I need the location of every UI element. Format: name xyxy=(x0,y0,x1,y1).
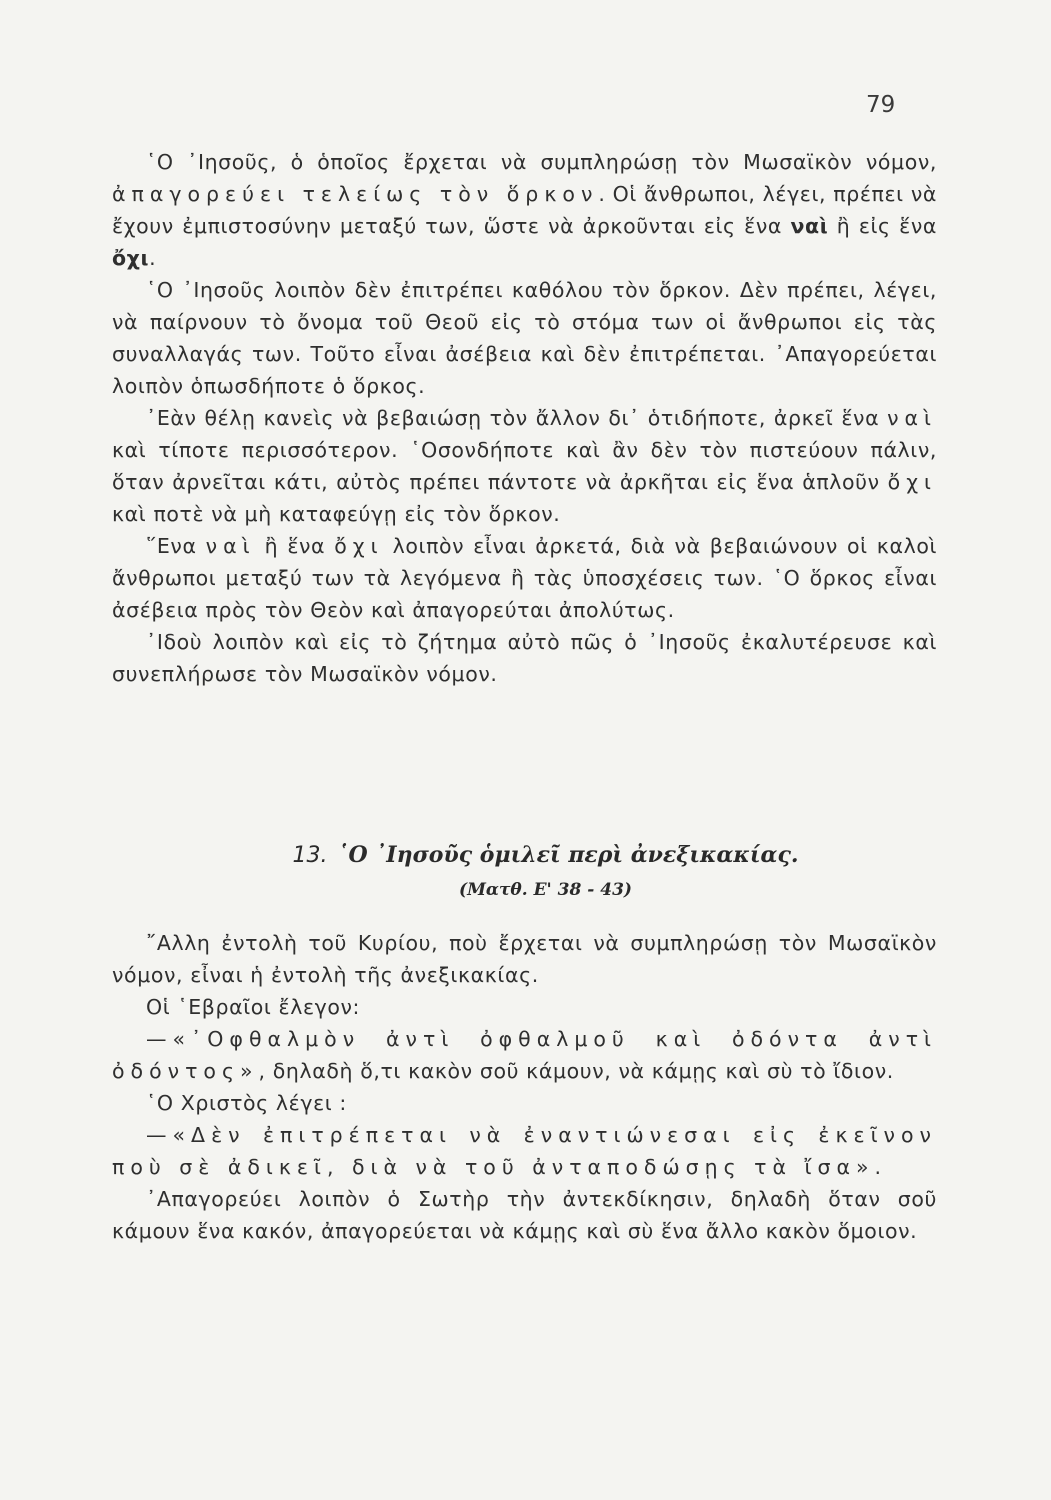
text-run: λοιπὸν εἶναι ἀρκετά, διὰ νὰ βεβαιώνουν οἱ καλοὶ ἄνθρωποι μεταξύ των τὰ λεγόμενα ἢ τὰς ὑποσχέσεις των. ῾Ο ὅρκος εἶναι ἀσέβεια πρὸς τὸν Θεὸν καὶ ἀπαγορεύται ἀπολύτως. xyxy=(112,534,937,622)
text-run: ῞Ενα xyxy=(146,534,206,558)
spaced-quote: —«᾿Οφθαλμὸν ἀντὶ ὀφθαλμοῦ καὶ ὀδόντα ἀντὶ ὀδόντος» xyxy=(112,1027,937,1083)
section-number: 13. xyxy=(292,843,328,868)
bold-emphasis-yes: ναὶ xyxy=(790,214,829,238)
page-number: 79 xyxy=(866,92,896,118)
paragraph-conclusion: ᾿Ιδοὺ λοιπὸν καὶ εἰς τὸ ζήτημα αὐτὸ πῶς ὁ ᾿Ιησοῦς ἐκαλυτέρευσε καὶ συνεπλήρωσε τὸν Μωσαϊκὸν νόμον. xyxy=(112,630,937,686)
text-run: ἢ ἕνα xyxy=(255,534,335,558)
paragraph-oath-forbidden: ῾Ο ᾿Ιησοῦς λοιπὸν δὲν ἐπιτρέπει καθόλου τὸν ὅρκον. Δὲν πρέπει, λέγει, νὰ παίρνουν τὸ ὄνομα τοῦ Θεοῦ εἰς τὸ στόμα των οἱ ἄνθρωποι εἰς τὰς συναλλαγάς των. Τοῦτο εἶναι ἀσέβεια καὶ δὲν ἐπιτρέπεται. ᾿Απαγορεύεται λοιπὸν ὁπωσδήποτε ὁ ὅρκος. xyxy=(112,278,937,398)
text-run: . Οἱ ἄνθρωποι, λέγει, πρέπει νὰ ἔχουν ἐμπιστοσύνην μεταξύ των, ὥστε νὰ ἀρκοῦνται εἰς ἕνα xyxy=(112,182,937,238)
text-run: καὶ ποτὲ νὰ μὴ καταφεύγῃ εἰς τὸν ὅρκον. xyxy=(112,502,561,526)
spaced-emphasis: ὄχι xyxy=(334,534,384,558)
paragraph-revenge-forbidden: ᾿Απαγορεύει λοιπὸν ὁ Σωτὴρ τὴν ἀντεκδίκησιν, δηλαδὴ ὅταν σοῦ κάμουν ἕνα κακόν, ἀπαγορεύεται νὰ κάμῃς καὶ σὺ ἕνα ἄλλο κακὸν ὅμοιον. xyxy=(112,1187,937,1243)
section-title: ῾Ο ᾿Ιησοῦς ὁμιλεῖ περὶ ἀνεξικακίας. xyxy=(337,842,799,868)
text-run: ῾Ο ᾿Ιησοῦς, ὁ ὁποῖος ἔρχεται νὰ συμπληρώσῃ τὸν Μωσαϊκὸν νόμον, xyxy=(146,150,937,174)
spaced-emphasis: ναὶ xyxy=(205,534,256,558)
scripture-reference: (Ματθ. Ε' 38 - 43) xyxy=(459,880,632,900)
spaced-emphasis: ναὶ xyxy=(887,406,937,430)
paragraph-oath-intro xyxy=(112,146,937,274)
text-run: καὶ τίποτε περισσότερον. ῾Οσονδήποτε καὶ ἂν δὲν τὸν πιστεύουν πάλιν, ὅταν ἀρνεῖται κάτι, αὐτὸς πρέπει πάντοτε νὰ ἀρκῆται εἰς ἕνα ἁπλοῦν xyxy=(112,438,937,494)
section-heading xyxy=(0,842,1051,868)
text-run: . xyxy=(149,246,157,270)
paragraph-forbearance-intro: ῎Αλλη ἐντολὴ τοῦ Κυρίου, ποὺ ἔρχεται νὰ συμπληρώσῃ τὸν Μωσαϊκὸν νόμον, εἶναι ἡ ἐντολὴ τῆς ἀνεξικακίας. xyxy=(112,931,937,987)
spaced-emphasis: ὄχι xyxy=(887,470,937,494)
paragraph-yes-no-sufficient xyxy=(112,530,937,626)
bold-emphasis-no: ὄχι xyxy=(112,246,150,270)
text-run: , δηλαδὴ ὅ,τι κακὸν σοῦ κάμουν, νὰ κάμῃς καὶ σὺ τὸ ἴδιον. xyxy=(258,1059,894,1083)
bottom-text-section xyxy=(112,927,937,1247)
paragraph-hebrews-said: Οἱ ῾Εβραῖοι ἔλεγον: xyxy=(146,995,361,1019)
paragraph-eye-for-eye xyxy=(112,1023,937,1087)
spaced-emphasis: ἀπαγορεύει τελείως τὸν ὅρκον xyxy=(112,182,599,206)
paragraph-christ-quote: —«Δὲν ἐπιτρέπεται νὰ ἐναντιώνεσαι εἰς ἐκεῖνον ποὺ σὲ ἀδικεῖ, διὰ νὰ τοῦ ἀνταποδώσῃς τὰ ἴσα». xyxy=(112,1123,937,1179)
top-text-section xyxy=(112,146,937,690)
paragraph-christ-says: ῾Ο Χριστὸς λέγει : xyxy=(146,1091,347,1115)
text-run: ᾿Εὰν θέλῃ κανεὶς νὰ βεβαιώσῃ τὸν ἄλλον δι᾿ ὁτιδήποτε, ἀρκεῖ ἕνα xyxy=(146,406,888,430)
text-run: ἢ εἰς ἕνα xyxy=(828,214,938,238)
paragraph-yes-enough xyxy=(112,402,937,530)
